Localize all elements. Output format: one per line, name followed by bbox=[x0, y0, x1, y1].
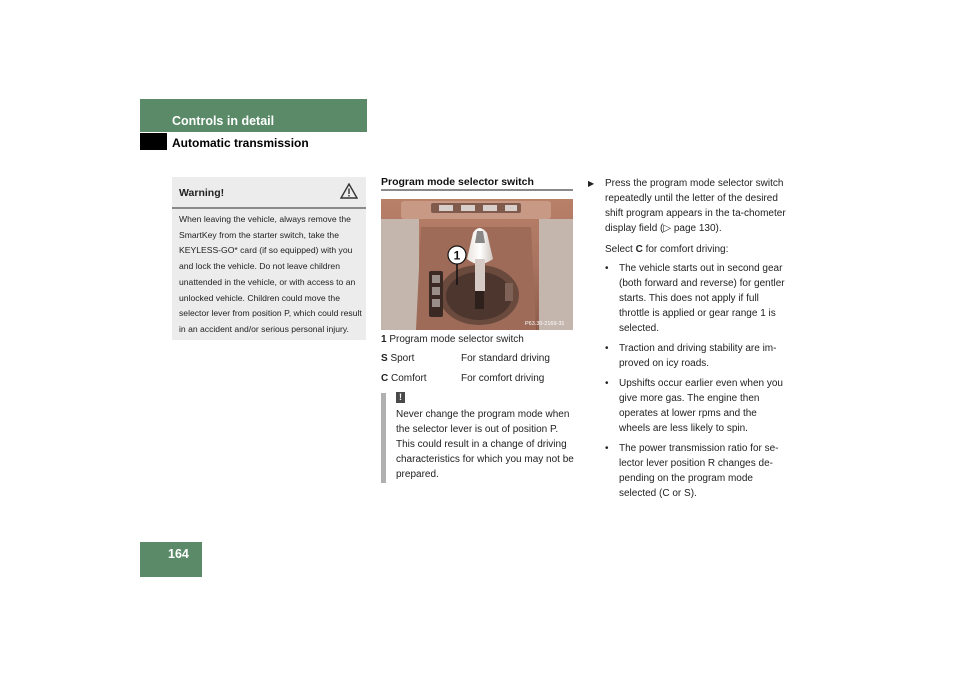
photo-code: P63.30-2169-31 bbox=[525, 321, 565, 327]
page-number: 164 bbox=[168, 547, 189, 561]
mode-description: For comfort driving bbox=[461, 373, 545, 384]
chapter-title: Controls in detail bbox=[172, 114, 275, 128]
bullet-icon: • bbox=[605, 343, 609, 354]
list-item: • Traction and driving stability are im-proved on icy roads. bbox=[605, 343, 777, 369]
caution-note bbox=[381, 393, 573, 483]
instructions bbox=[588, 176, 788, 506]
photo-caption bbox=[381, 334, 524, 345]
warning-divider bbox=[172, 207, 366, 209]
heading-rule bbox=[381, 189, 573, 191]
mode-name: C Comfort bbox=[381, 373, 427, 384]
warning-triangle-icon bbox=[340, 183, 358, 199]
mode-name: S Sport bbox=[381, 353, 415, 364]
list-item: • The power transmission ratio for se-lector lever position R changes de-pending on the program mode selected (C or S). bbox=[605, 443, 779, 499]
step-arrow-icon: ▶ bbox=[588, 179, 595, 188]
select-comfort-intro: Select C for comfort driving: bbox=[605, 244, 729, 255]
bullet-icon: • bbox=[605, 378, 609, 389]
section-marker bbox=[140, 133, 167, 150]
list-item: • The vehicle starts out in second gear (both forward and reverse) for gentler starts. This does not apply if full throttle is applied or gear range 1 is selected. bbox=[605, 263, 785, 334]
note-text: Never change the program mode when the selector lever is out of position P. This could result in a change of driving characteristics for which you may not be prepared. bbox=[396, 409, 574, 480]
warning-text: When leaving the vehicle, always remove the SmartKey from the starter switch, take the KEYLESS-GO* card (if so equipped) with you and lock the vehicle. Do not leave children unattended in the vehicle, or with access to an unlocked vehicle. Children could move the selector lever from position P, which could result in an accident and/or serious personal injury. bbox=[179, 214, 362, 334]
warning-title: Warning! bbox=[179, 187, 225, 199]
selector-switch-photo bbox=[381, 199, 573, 330]
caption-text: Program mode selector switch bbox=[389, 334, 524, 345]
section-title: Automatic transmission bbox=[172, 136, 309, 150]
comfort-effects-list bbox=[588, 261, 788, 501]
note-bar bbox=[381, 393, 386, 483]
bullet-icon: • bbox=[605, 263, 609, 274]
bullet-icon: • bbox=[605, 443, 609, 454]
mode-description: For standard driving bbox=[461, 353, 550, 364]
list-item: • Upshifts occur earlier even when you give more gas. The engine then operates at lower rpms and the wheels are less likely to spin. bbox=[605, 378, 783, 434]
program-mode-heading: Program mode selector switch bbox=[381, 176, 534, 188]
photo-callout-number: 1 bbox=[453, 248, 461, 263]
instruction-step: ▶ Press the program mode selector switch repeatedly until the letter of the desired shift program appears in the ta-chometer display field (▷ page 130). bbox=[588, 178, 786, 234]
caption-number: 1 bbox=[381, 334, 387, 345]
exclamation-icon: ! bbox=[396, 392, 405, 403]
